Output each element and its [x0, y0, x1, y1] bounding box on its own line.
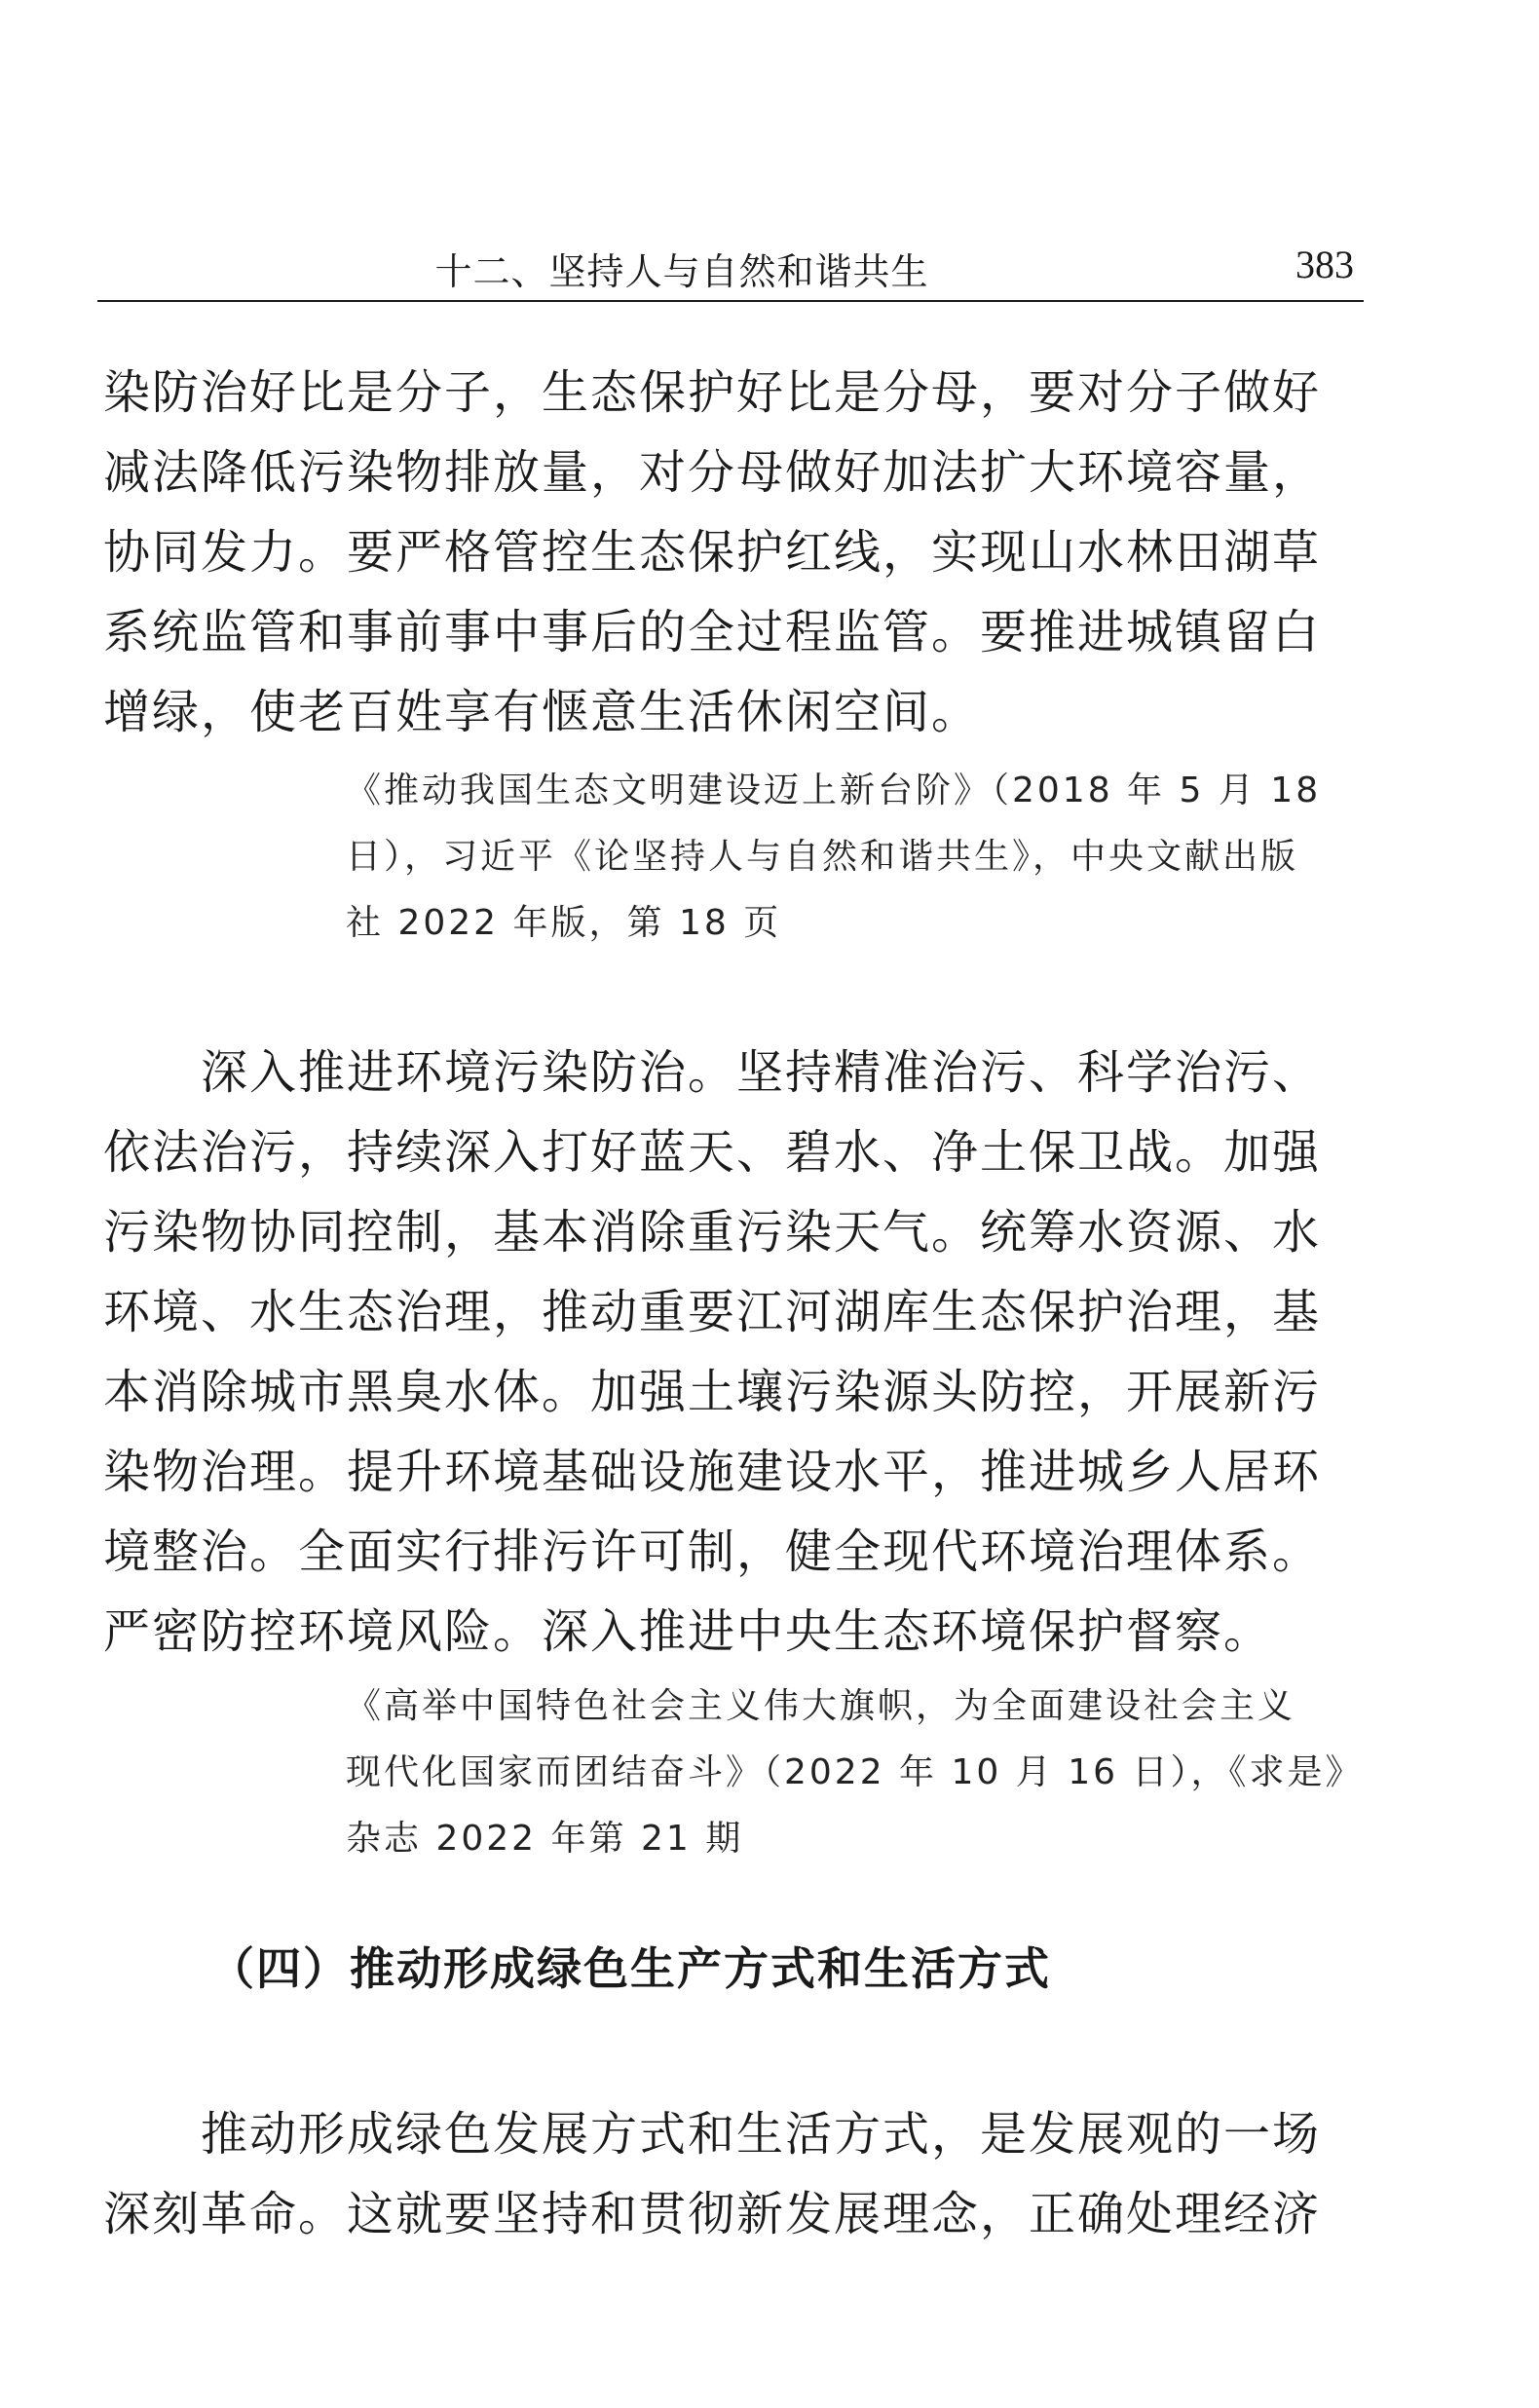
paragraph-line: 染防治好比是分子，生态保护好比是分母，要对分子做好 [103, 365, 1322, 420]
paragraph-line: 推动形成绿色发展方式和生活方式，是发展观的一场 [201, 2107, 1322, 2162]
section-heading: （四）推动形成绿色生产方式和生活方式 [209, 1942, 1051, 1995]
paragraph-line: 增绿，使老百姓享有惬意生活休闲空间。 [103, 685, 981, 739]
paragraph-line: 协同发力。要严格管控生态保护红线，实现山水林田湖草 [103, 525, 1322, 580]
running-title: 十二、坚持人与自然和谐共生 [434, 250, 929, 293]
paragraph-line: 环境、水生态治理，推动重要江河湖库生态保护治理，基 [103, 1285, 1322, 1339]
paragraph-1 [103, 353, 1370, 752]
paragraph-line: 污染物协同控制，基本消除重污染天气。统筹水资源、水 [103, 1205, 1322, 1260]
paragraph-line: 本消除城市黑臭水体。加强土壤污染源头防控，开展新污 [103, 1365, 1322, 1419]
paragraph-line: 依法治污，持续深入打好蓝天、碧水、净土保卫战。加强 [103, 1125, 1322, 1180]
paragraph-line: 深刻革命。这就要坚持和贯彻新发展理念，正确处理经济 [103, 2187, 1322, 2241]
paragraph-line: 减法降低污染物排放量，对分母做好加法扩大环境容量， [103, 445, 1322, 500]
running-head [97, 234, 1364, 302]
citation-line: 日），习近平《论坚持人与自然和谐共生》，中央文献出版 [346, 837, 1299, 877]
citation-line: 现代化国家而团结奋斗》（2022 年 10 月 16 日），《求是》 [346, 1752, 1364, 1792]
page-number: 383 [1295, 243, 1354, 286]
citation-line: 《推动我国生态文明建设迈上新台阶》（2018 年 5 月 18 [346, 771, 1322, 810]
citation-2 [346, 1674, 1369, 1872]
citation-1 [346, 758, 1369, 957]
paragraph-line: 境整治。全面实行排污许可制，健全现代环境治理体系。 [103, 1524, 1322, 1579]
header-rule [97, 300, 1364, 302]
paragraph-3 [103, 2094, 1370, 2254]
citation-line: 杂志 2022 年第 21 期 [346, 1819, 744, 1859]
paragraph-2 [103, 1033, 1370, 1672]
paragraph-line: 严密防控环境风险。深入推进中央生态环境保护督察。 [103, 1604, 1273, 1659]
citation-line: 《高举中国特色社会主义伟大旗帜，为全面建设社会主义 [346, 1686, 1296, 1726]
paragraph-line: 染物治理。提升环境基础设施建设水平，推进城乡人居环 [103, 1445, 1322, 1499]
paragraph-line: 深入推进环境污染防治。坚持精准治污、科学治污、 [201, 1045, 1322, 1100]
paragraph-line: 系统监管和事前事中事后的全过程监管。要推进城镇留白 [103, 605, 1322, 659]
citation-line: 社 2022 年版，第 18 页 [346, 903, 782, 943]
